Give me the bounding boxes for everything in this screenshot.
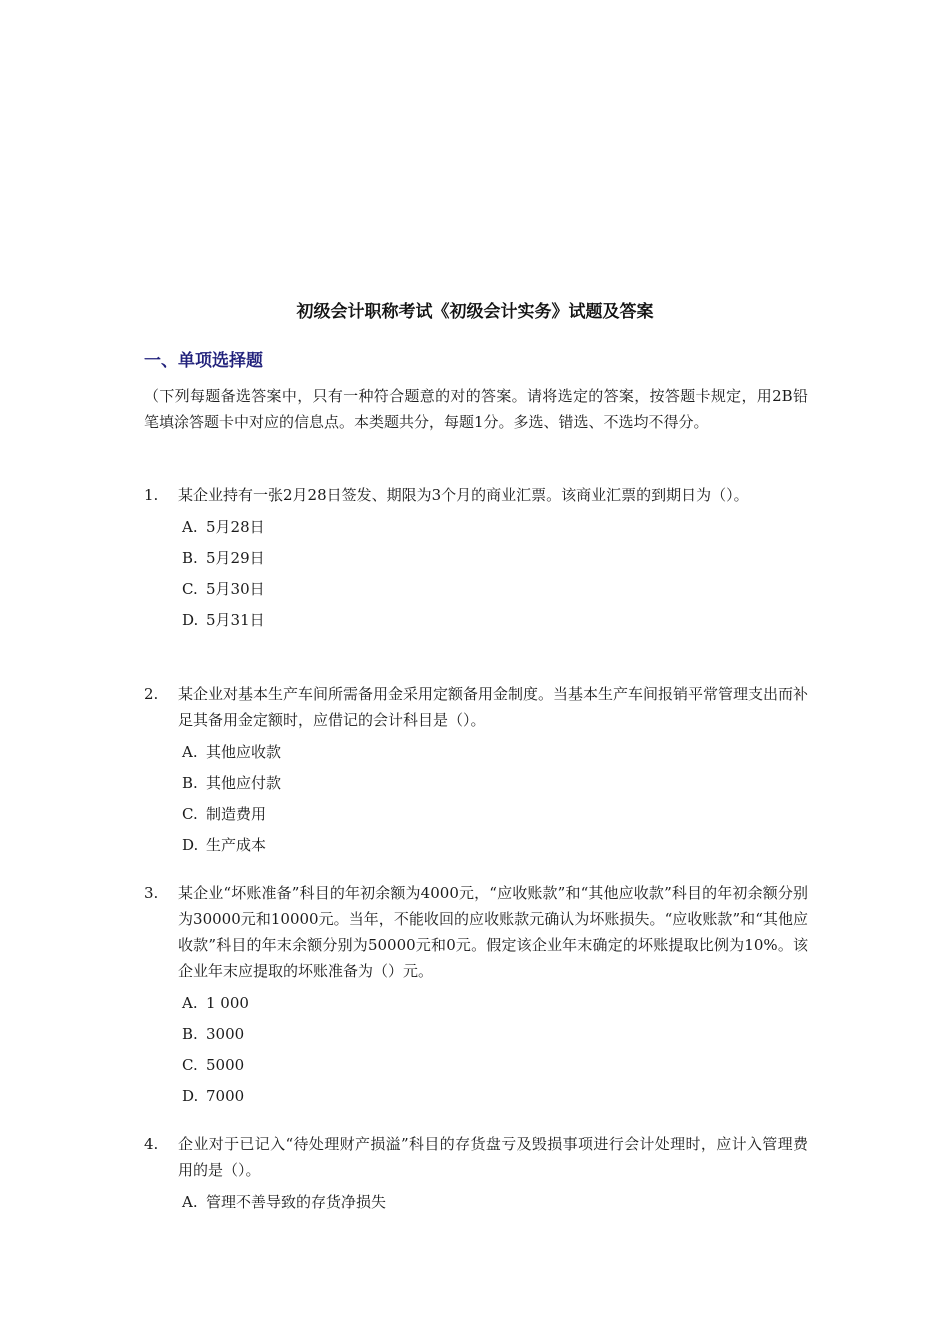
option-letter: A. <box>182 743 198 761</box>
option-list <box>144 1187 808 1218</box>
option-letter: B. <box>182 774 198 792</box>
option-text: 5000 <box>206 1056 245 1074</box>
option-letter: C. <box>182 580 198 598</box>
option-text: 管理不善导致的存货净损失 <box>206 1193 387 1211</box>
option-a <box>144 988 808 1019</box>
option-text: 3000 <box>206 1025 245 1043</box>
option-letter: A. <box>182 994 198 1012</box>
option-d <box>144 605 808 636</box>
question-stem <box>144 880 808 984</box>
option-text: 5月28日 <box>206 518 265 536</box>
question-2 <box>144 681 808 861</box>
option-list <box>144 512 808 636</box>
option-letter: A. <box>182 518 198 536</box>
question-number: 1. <box>144 486 159 504</box>
option-letter: A. <box>182 1193 198 1211</box>
question-1 <box>144 482 808 636</box>
option-letter: D. <box>182 836 199 854</box>
option-text: 生产成本 <box>206 836 267 854</box>
option-letter: D. <box>182 611 199 629</box>
option-b <box>144 543 808 574</box>
option-c <box>144 574 808 605</box>
option-text: 其他应付款 <box>206 774 282 792</box>
option-text: 1 000 <box>206 994 249 1012</box>
option-text: 制造费用 <box>206 805 267 823</box>
question-number: 4. <box>144 1135 159 1153</box>
question-number: 2. <box>144 685 159 703</box>
question-3 <box>144 880 808 1112</box>
question-number: 3. <box>144 884 159 902</box>
option-b <box>144 1019 808 1050</box>
option-text: 5月30日 <box>206 580 265 598</box>
option-a <box>144 1187 808 1218</box>
section-heading: 一、单项选择题 <box>144 351 263 371</box>
option-letter: D. <box>182 1087 199 1105</box>
option-letter: C. <box>182 1056 198 1074</box>
question-text: 企业对于已记入“待处理财产损溢”科目的存货盘亏及毁损事项进行会计处理时，应计入管理费用的是（）。 <box>178 1135 808 1179</box>
option-text: 5月31日 <box>206 611 265 629</box>
option-text: 5月29日 <box>206 549 265 567</box>
option-a <box>144 512 808 543</box>
option-list <box>144 988 808 1112</box>
option-list <box>144 737 808 861</box>
question-stem <box>144 482 808 508</box>
question-text: 某企业持有一张2月28日签发、期限为3个月的商业汇票。该商业汇票的到期日为（）。 <box>178 486 749 504</box>
option-letter: B. <box>182 1025 198 1043</box>
question-text: 某企业“坏账准备”科目的年初余额为4000元，“应收账款”和“其他应收款”科目的年初余额分别为30000元和10000元。当年，不能收回的应收账款元确认为坏账损失。“应收账款”和“其他应收款”科目的年末余额分别为50000元和0元。假定该企业年末确定的坏账提取比例为10%。该企业年末应提取的坏账准备为（）元。 <box>178 884 808 980</box>
option-a <box>144 737 808 768</box>
option-text: 其他应收款 <box>206 743 282 761</box>
section-instructions: （下列每题备选答案中，只有一种符合题意的对的答案。请将选定的答案，按答题卡规定，用2B铅笔填涂答题卡中对应的信息点。本类题共分，每题1分。多选、错选、不选均不得分。 <box>144 387 808 431</box>
option-letter: C. <box>182 805 198 823</box>
option-c <box>144 799 808 830</box>
question-4 <box>144 1131 808 1218</box>
question-stem <box>144 681 808 733</box>
question-text: 某企业对基本生产车间所需备用金采用定额备用金制度。当基本生产车间报销平常管理支出而补足其备用金定额时，应借记的会计科目是（）。 <box>178 685 809 729</box>
option-d <box>144 1081 808 1112</box>
option-text: 7000 <box>206 1087 245 1105</box>
option-d <box>144 830 808 861</box>
question-stem <box>144 1131 808 1183</box>
option-letter: B. <box>182 549 198 567</box>
option-c <box>144 1050 808 1081</box>
document-title: 初级会计职称考试《初级会计实务》试题及答案 <box>296 302 654 322</box>
option-b <box>144 768 808 799</box>
